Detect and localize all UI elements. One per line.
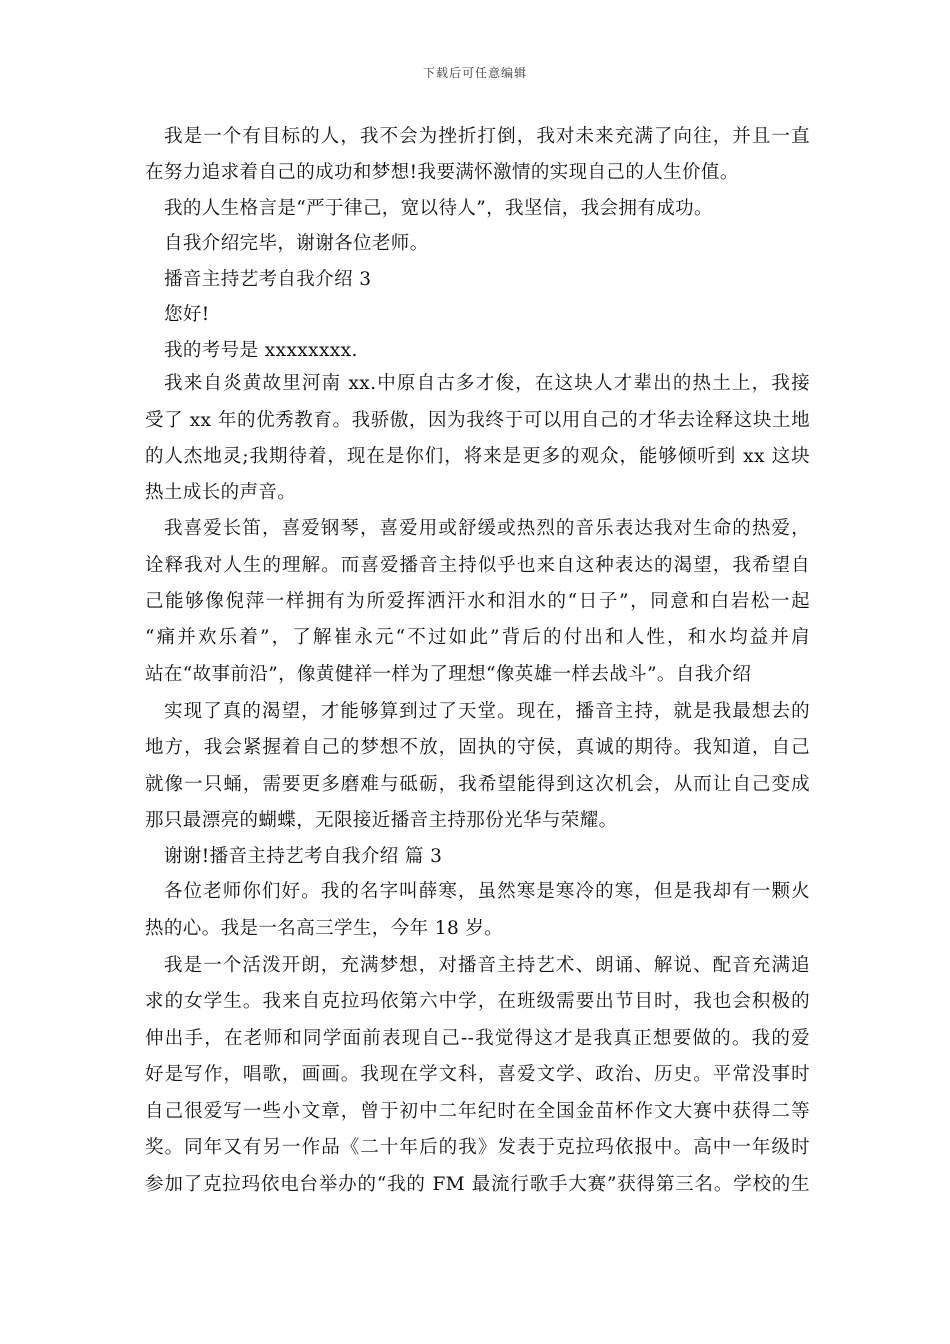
- text-line: 诠释我对人生的理解。而喜爱播音主持似乎也来自这种表达的渴望，我希望自: [145, 555, 810, 576]
- text-line: 奖。同年又有另一作品《二十年后的我》发表于克拉玛依报中。高中一年级时: [145, 1137, 810, 1158]
- text-line: 求的女学生。我来自克拉玛依第六中学，在班级需要出节目时，我也会积极的: [145, 991, 810, 1012]
- page-header: 下载后可任意编辑: [422, 66, 527, 80]
- text-line: 在努力追求着自己的成功和梦想!我要满怀激情的实现自己的人生价值。: [145, 162, 739, 183]
- section-heading: 谢谢!播音主持艺考自我介绍 篇 3: [164, 846, 443, 867]
- text-line: 我是一个活泼开朗，充满梦想，对播音主持艺术、朗诵、解说、配音充满追: [164, 955, 810, 976]
- text-line: 那只最漂亮的蝴蝶，无限接近播音主持那份光华与荣耀。: [145, 810, 618, 831]
- text-line: 受了 xx 年的优秀教育。我骄傲，因为我终于可以用自己的才华去诠释这块土地: [145, 410, 810, 431]
- text-line: 我的人生格言是“严于律己，宽以待人”，我坚信，我会拥有成功。: [164, 198, 713, 219]
- section-heading: 播音主持艺考自我介绍 3: [164, 269, 372, 290]
- text-line: 站在“故事前沿”，像黄健祥一样为了理想“像英雄一样去战斗”。自我介绍: [145, 664, 752, 685]
- text-line: 热的心。我是一名高三学生，今年 18 岁。: [145, 918, 504, 939]
- text-line: 参加了克拉玛依电台举办的“我的 FM 最流行歌手大赛”获得第三名。学校的生: [145, 1174, 810, 1195]
- text-line: 的人杰地灵;我期待着，现在是你们，将来是更多的观众，能够倾听到 xx 这块: [145, 446, 810, 467]
- text-line: 自己很爱写一些小文章，曾于初中二年纪时在全国金苗杯作文大赛中获得二等: [145, 1101, 810, 1122]
- text-line: 好是写作，唱歌，画画。我现在学文科，喜爱文学、政治、历史。平常没事时: [145, 1064, 810, 1085]
- text-line: 各位老师你们好。我的名字叫薛寒，虽然寒是寒冷的寒，但是我却有一颗火: [164, 881, 810, 902]
- text-line: 自我介绍完毕，谢谢各位老师。: [164, 233, 429, 254]
- text-line: 我来自炎黄故里河南 xx.中原自古多才俊，在这块人才辈出的热土上，我接: [164, 373, 810, 394]
- text-line: 我喜爱长笛，喜爱钢琴，喜爱用或舒缓或热烈的音乐表达我对生命的热爱，: [164, 518, 810, 539]
- text-line: 热土成长的声音。: [145, 482, 297, 503]
- text-line: 地方，我会紧握着自己的梦想不放，固执的守侯，真诚的期待。我知道，自己: [145, 737, 810, 758]
- text-line: 己能够像倪萍一样拥有为所爱挥洒汗水和泪水的“日子”，同意和白岩松一起: [145, 591, 810, 612]
- text-line: 您好!: [164, 304, 210, 325]
- text-line: 实现了真的渴望，才能够算到过了天堂。现在，播音主持，就是我最想去的: [164, 701, 810, 722]
- text-line: 我的考号是 xxxxxxxx.: [164, 340, 358, 361]
- text-line: 我是一个有目标的人，我不会为挫折打倒，我对未来充满了向往，并且一直: [164, 126, 810, 147]
- text-line: 伸出手，在老师和同学面前表现自己--我觉得这才是我真正想要做的。我的爱: [145, 1028, 810, 1049]
- text-line: “痛并欢乐着”，了解崔永元“不过如此”背后的付出和人性，和水均益并肩: [145, 627, 810, 648]
- text-line: 就像一只蛹，需要更多磨难与砥砺，我希望能得到这次机会，从而让自己变成: [145, 774, 810, 795]
